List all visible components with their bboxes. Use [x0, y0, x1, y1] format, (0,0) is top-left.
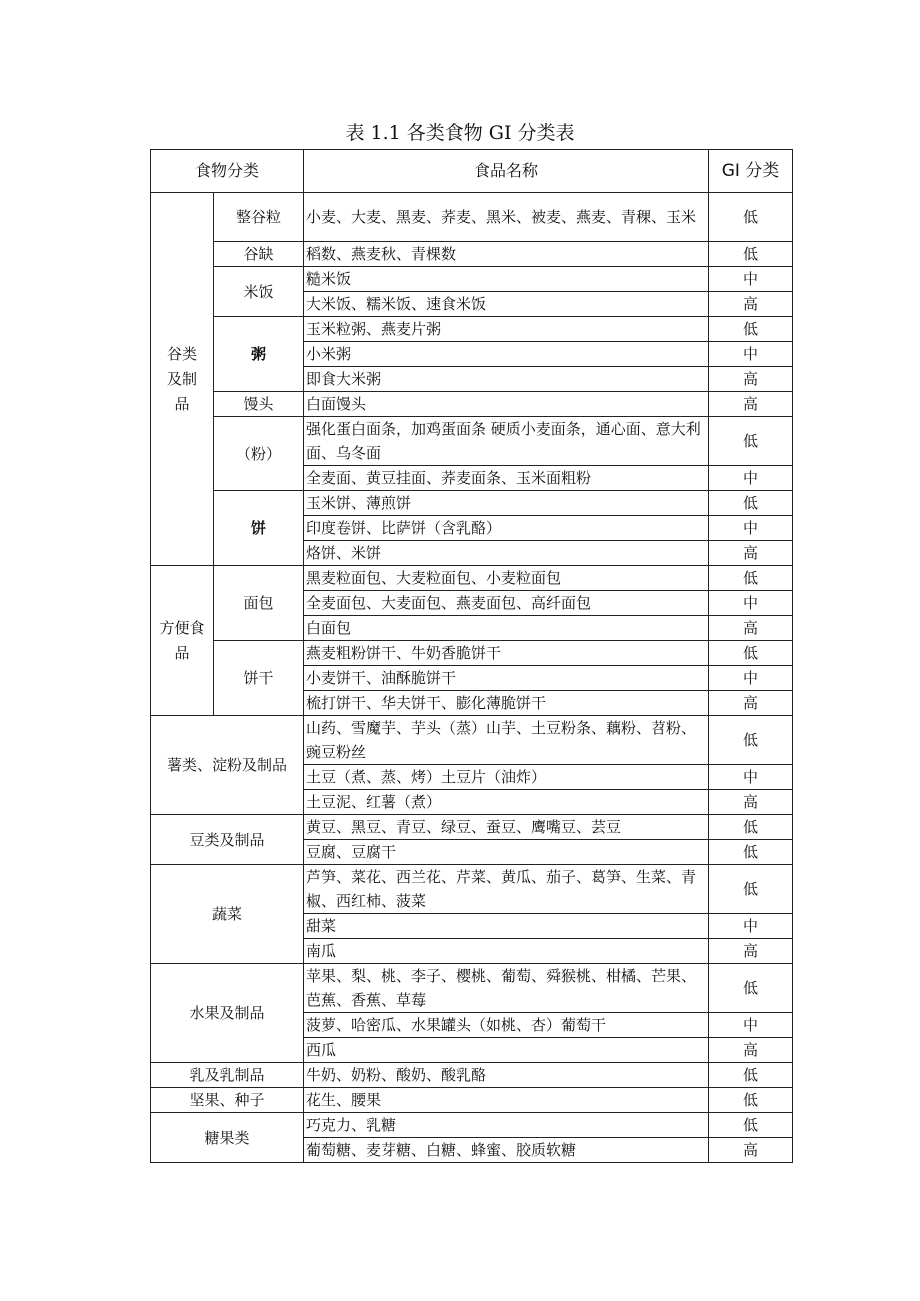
food-name: 黑麦粒面包、大麦粒面包、小麦粒面包: [304, 566, 709, 591]
category-convenience-line: 方便食: [159, 618, 205, 637]
food-name: 糙米饭: [304, 267, 709, 292]
gi-value: 中: [709, 342, 793, 367]
food-name: 土豆泥、红薯（煮）: [304, 790, 709, 815]
category-dairy: 乳及乳制品: [151, 1063, 304, 1088]
category-convenience-line: 品: [174, 643, 190, 662]
category-cereal: [151, 193, 214, 566]
header-category: 食物分类: [151, 150, 304, 193]
gi-value: 高: [709, 939, 793, 964]
gi-value: 中: [709, 914, 793, 939]
food-name: 葡萄糖、麦芽糖、白糖、蜂蜜、胶质软糖: [304, 1138, 709, 1163]
food-name: 小米粥: [304, 342, 709, 367]
table-row: [151, 267, 793, 292]
food-name: 白面包: [304, 616, 709, 641]
gi-value: 低: [709, 491, 793, 516]
gi-value: 高: [709, 790, 793, 815]
food-name: 即食大米粥: [304, 367, 709, 392]
subcategory-rice: 米饭: [214, 267, 304, 317]
food-name: 全麦面、黄豆挂面、荞麦面条、玉米面粗粉: [304, 466, 709, 491]
gi-table: [150, 149, 793, 1163]
gi-value: 中: [709, 516, 793, 541]
table-row: [151, 392, 793, 417]
table-row: [151, 964, 793, 1013]
food-name: 西瓜: [304, 1038, 709, 1063]
food-name: 印度卷饼、比萨饼（含乳酪）: [304, 516, 709, 541]
food-name: 花生、腰果: [304, 1088, 709, 1113]
gi-value: 低: [709, 242, 793, 267]
food-name: 甜菜: [304, 914, 709, 939]
category-bean: 豆类及制品: [151, 815, 304, 865]
gi-value: 低: [709, 1063, 793, 1088]
gi-value: 高: [709, 367, 793, 392]
food-name: 稻数、燕麦秋、青棵数: [304, 242, 709, 267]
table-row: [151, 1113, 793, 1138]
gi-value: 低: [709, 964, 793, 1013]
subcategory-bread: 面包: [214, 566, 304, 641]
gi-value: 高: [709, 1138, 793, 1163]
category-vegetable: 蔬菜: [151, 865, 304, 964]
table-row: [151, 491, 793, 516]
gi-value: 中: [709, 267, 793, 292]
table-row: [151, 193, 793, 242]
table-row: [151, 641, 793, 666]
gi-value: 高: [709, 616, 793, 641]
food-name: 南瓜: [304, 939, 709, 964]
food-name: 大米饭、糯米饭、速食米饭: [304, 292, 709, 317]
subcategory-whole-grain: 整谷粒: [214, 193, 304, 242]
category-candy: 糖果类: [151, 1113, 304, 1163]
gi-value: 中: [709, 1013, 793, 1038]
subcategory-porridge: 粥: [214, 317, 304, 392]
table-row: [151, 317, 793, 342]
food-name: 牛奶、奶粉、酸奶、酸乳酪: [304, 1063, 709, 1088]
header-gi: GI 分类: [709, 150, 793, 193]
gi-value: 中: [709, 591, 793, 616]
food-name: 强化蛋白面条，加鸡蛋面条 硬质小麦面条，通心面、意大利面、乌冬面: [304, 417, 709, 466]
food-name: 黄豆、黑豆、青豆、绿豆、蚕豆、鹰嘴豆、芸豆: [304, 815, 709, 840]
food-name: 豆腐、豆腐干: [304, 840, 709, 865]
gi-value: 低: [709, 815, 793, 840]
gi-value: 中: [709, 466, 793, 491]
table-row: [151, 815, 793, 840]
category-nut: 坚果、种子: [151, 1088, 304, 1113]
gi-value: 低: [709, 1088, 793, 1113]
gi-value: 高: [709, 292, 793, 317]
gi-value: 中: [709, 765, 793, 790]
table-row: [151, 417, 793, 466]
gi-value: 低: [709, 840, 793, 865]
food-name: 小麦、大麦、黑麦、荞麦、黑米、被麦、燕麦、青稞、玉米: [304, 193, 709, 242]
subcategory-noodle: （粉）: [214, 417, 304, 491]
food-name: 玉米饼、薄煎饼: [304, 491, 709, 516]
gi-value: 高: [709, 1038, 793, 1063]
gi-value: 低: [709, 1113, 793, 1138]
food-name: 梳打饼干、华夫饼干、膨化薄脆饼干: [304, 691, 709, 716]
category-cereal-line: 及制: [166, 369, 197, 388]
gi-value: 低: [709, 641, 793, 666]
category-cereal-line: 谷类: [166, 344, 197, 363]
category-tuber: 薯类、淀粉及制品: [151, 716, 304, 815]
gi-value: 低: [709, 566, 793, 591]
food-name: 巧克力、乳糖: [304, 1113, 709, 1138]
table-row: [151, 566, 793, 591]
table-row: [151, 1088, 793, 1113]
table-title: 表 1.1 各类食物 GI 分类表: [345, 122, 575, 144]
food-name: 小麦饼干、油酥脆饼干: [304, 666, 709, 691]
subcategory-pancake: 饼: [214, 491, 304, 566]
food-name: 土豆（煮、蒸、烤）土豆片（油炸）: [304, 765, 709, 790]
category-cereal-line: 品: [174, 394, 190, 413]
food-name: 烙饼、米饼: [304, 541, 709, 566]
header-food: 食品名称: [304, 150, 709, 193]
gi-value: 低: [709, 716, 793, 765]
food-name: 燕麦粗粉饼干、牛奶香脆饼干: [304, 641, 709, 666]
food-name: 菠萝、哈密瓜、水果罐头（如桃、杏）葡萄干: [304, 1013, 709, 1038]
category-convenience: [151, 566, 214, 716]
gi-value: 低: [709, 417, 793, 466]
gi-value: 高: [709, 392, 793, 417]
food-name: 苹果、梨、桃、李子、樱桃、葡萄、舜猴桃、柑橘、芒果、芭蕉、香蕉、草莓: [304, 964, 709, 1013]
gi-value: 中: [709, 666, 793, 691]
table-row: [151, 1063, 793, 1088]
gi-value: 高: [709, 691, 793, 716]
subcategory-grain-missing: 谷缺: [214, 242, 304, 267]
food-name: 全麦面包、大麦面包、燕麦面包、高纤面包: [304, 591, 709, 616]
food-name: 白面馒头: [304, 392, 709, 417]
food-name: 玉米粒粥、燕麦片粥: [304, 317, 709, 342]
food-name: 山药、雪魔芋、芋头（蒸）山芋、土豆粉条、藕粉、苕粉、豌豆粉丝: [304, 716, 709, 765]
table-row: [151, 865, 793, 914]
gi-value: 低: [709, 317, 793, 342]
gi-value: 低: [709, 865, 793, 914]
gi-value: 低: [709, 193, 793, 242]
table-row: [151, 716, 793, 765]
header-row: [151, 150, 793, 193]
gi-value: 高: [709, 541, 793, 566]
subcategory-bun: 馒头: [214, 392, 304, 417]
food-name: 芦笋、菜花、西兰花、芹菜、黄瓜、茄子、葛笋、生菜、青椒、西红柿、菠菜: [304, 865, 709, 914]
table-row: [151, 242, 793, 267]
subcategory-biscuit: 饼干: [214, 641, 304, 716]
category-fruit: 水果及制品: [151, 964, 304, 1063]
